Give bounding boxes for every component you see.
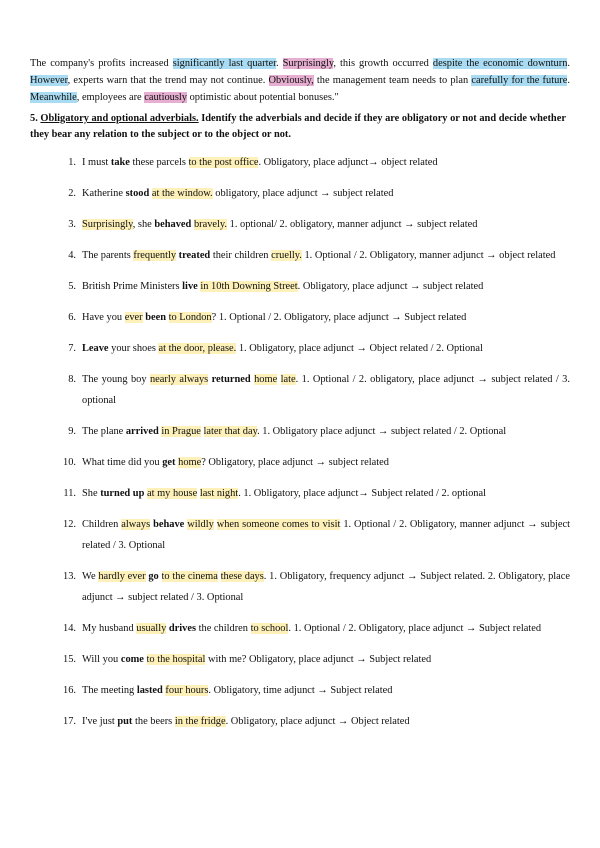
list-item: 10. What time did you get home? Obligatory, place adjunct → subject related bbox=[63, 457, 389, 468]
list-item: 6. Have you ever been to London? 1. Optional / 2. Obligatory, place adjunct → Subject related bbox=[68, 312, 467, 323]
highlight-adverbial: Meanwhile bbox=[30, 92, 77, 103]
list-item: 8. The young boy nearly always returned home late. 1. Optional / 2. obligatory, place adjunct → subject related / 3. optional bbox=[68, 374, 570, 406]
list-item: 15. Will you come to the hospital with me? Obligatory, place adjunct → Subject related bbox=[63, 654, 432, 665]
list-item: 9. The plane arrived in Prague later that day. 1. Obligatory place adjunct → subject related / 2. Optional bbox=[68, 426, 507, 437]
list-item: 17. I've just put the beers in the fridge. Obligatory, place adjunct → Object related bbox=[63, 716, 410, 727]
list-item: 2. Katherine stood at the window. obligatory, place adjunct → subject related bbox=[68, 188, 394, 199]
list-item: 3. Surprisingly, she behaved bravely. 1. optional/ 2. obligatory, manner adjunct → subject related bbox=[68, 219, 478, 230]
list-item: 11. She turned up at my house last night. 1. Obligatory, place adjunct→ Subject related / 2. optional bbox=[63, 488, 486, 499]
highlight-adverbial: cautiously bbox=[144, 92, 187, 103]
task-heading bbox=[30, 111, 570, 143]
highlight-adverbial: Surprisingly bbox=[282, 58, 334, 69]
task-number: 5. bbox=[30, 113, 38, 124]
highlight-adverbial: Obviously, bbox=[268, 75, 314, 86]
list-item: 4. The parents frequently treated their children cruelly. 1. Optional / 2. Obligatory, manner adjunct → object related bbox=[68, 250, 556, 261]
list-item: 14. My husband usually drives the children to school. 1. Optional / 2. Obligatory, place adjunct → Subject related bbox=[63, 623, 542, 634]
list-item: 1. I must take these parcels to the post office. Obligatory, place adjunct→ object related bbox=[68, 157, 438, 168]
list-item: 7. Leave your shoes at the door, please. 1. Obligatory, place adjunct → Object related / 2. Optional bbox=[68, 343, 483, 354]
exercise-list bbox=[30, 152, 570, 732]
list-item: 13. We hardly ever go to the cinema these days. 1. Obligatory, frequency adjunct → Subject related. 2. Obligatory, place adjunct → subject related / 3. Optional bbox=[63, 571, 571, 603]
highlight-adverbial: However bbox=[30, 75, 68, 86]
highlight-adverbial: significantly last quarter bbox=[172, 58, 276, 69]
list-item: 12. Children always behave wildly when someone comes to visit 1. Optional / 2. Obligatory, manner adjunct → subject related / 3. Optional bbox=[63, 519, 571, 551]
list-item: 16. The meeting lasted four hours. Obligatory, time adjunct → Subject related bbox=[63, 685, 393, 696]
task-title: Obligatory and optional adverbials. bbox=[40, 113, 199, 124]
intro-paragraph: The company's profits increased significantly last quarter. Surprisingly, this growth occurred despite the economic downturn. However, experts warn that the trend may not continue. Obviously, the management team needs to plan carefully for the future. Meanwhile, employees are cautiously optimistic about potential bonuses." bbox=[30, 58, 571, 103]
task-instruction: Identify the adverbials and decide if they are obligatory or not and decide whether they bear any relation to the subject or to the object or not. bbox=[30, 113, 566, 140]
highlight-adverbial: carefully for the future bbox=[471, 75, 568, 86]
highlight-adverbial: despite the economic downturn bbox=[432, 58, 568, 69]
list-item: 5. British Prime Ministers live in 10th Downing Street. Obligatory, place adjunct → subject related bbox=[68, 281, 484, 292]
